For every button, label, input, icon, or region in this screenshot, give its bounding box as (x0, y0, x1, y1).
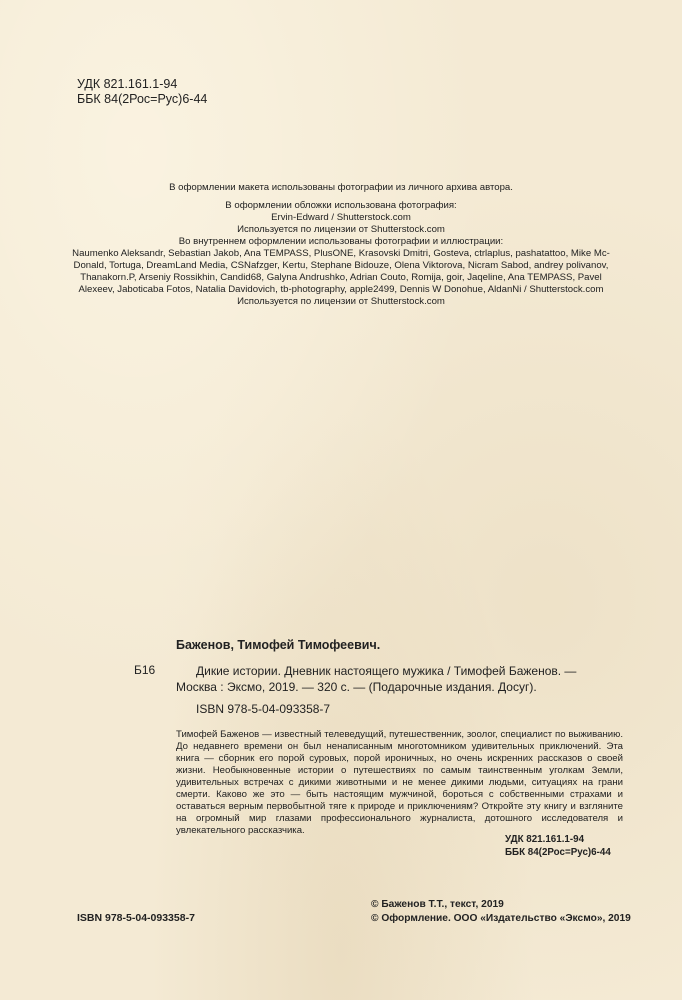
copyright-design: © Оформление. ООО «Издательство «Эксмо», 2019 (371, 913, 631, 924)
catalog-entry-line: Дикие истории. Дневник настоящего мужика / Тимофей Баженов. — (196, 664, 577, 678)
udk-code: УДК 821.161.1-94 (505, 834, 585, 845)
bbk-code: ББК 84(2Рос=Рус)6-44 (505, 847, 611, 858)
udk-code: УДК 821.161.1-94 (77, 77, 178, 91)
credits-cover-license: Используется по лицензии от Shutterstock.com (237, 224, 445, 235)
isbn-footer: ISBN 978-5-04-093358-7 (77, 912, 195, 924)
catalog-entry (176, 663, 621, 695)
bbk-code: ББК 84(2Рос=Рус)6-44 (77, 92, 208, 106)
copyright-text: © Баженов Т.Т., текст, 2019 (371, 899, 504, 910)
catalog-isbn: ISBN 978-5-04-093358-7 (196, 702, 331, 716)
top-classification (77, 77, 207, 107)
credits-cover-heading: В оформлении обложки использована фотография: (225, 200, 457, 211)
book-annotation: Тимофей Баженов — известный телеведущий, путешественник, зоолог, специалист по выживанию. До недавнего времени он был ненаписанным многотомником удивительных приключений. Эта книга — сборник его порой суровых, порой ироничных, но очень искренних рассказов о своей жизни. Необыкновенные истории о путешествиях по самым таинственным уголкам Земли, удивительных встречах с дикими животными и не менее дикими людьми, ситуациях на грани смерти. Каково же это — быть настоящим мужчиной, бороться с собственными страхами и оставаться верным первобытной тяге к природе и приключениям? Откройте эту книгу и взгляните на огромный мир глазами профессионального журналиста, дотошного исследователя и увлекательного рассказчика. (176, 729, 623, 836)
credits-inner-heading: Во внутреннем оформлении использованы фотографии и иллюстрации: (178, 236, 504, 247)
credits-inner-license: Используется по лицензии от Shutterstock.com (237, 296, 445, 307)
credits-inner-names: Donald, Tortuga, DreamLand Media, CSNafzger, Kertu, Stephane Bidouze, Olena Viktorova, Nicram Sabod, andrey polivanov, (73, 260, 609, 271)
credits-inner-names: Alexeev, Jaboticaba Fotos, Natalia Davidovich, tb-photography, apple2499, Dennis W Donohue, AldanNi / Shutterstock.com (78, 284, 604, 295)
credits-inner-names: Thanakorn.P, Arseniy Rossikhin, Candid68, Galyna Andrushko, Adrian Couto, Romija, goir, Jaqeline, Ana TEMPASS, Pavel (80, 272, 602, 283)
catalog-author: Баженов, Тимофей Тимофеевич. (176, 638, 381, 652)
catalog-entry-line: Москва : Эксмо, 2019. — 320 с. — (Подарочные издания. Досуг). (176, 680, 537, 694)
credits-cover-source: Ervin-Edward / Shutterstock.com (271, 212, 411, 223)
photo-credits (70, 182, 612, 308)
bottom-classification (505, 833, 611, 859)
catalog-code: Б16 (134, 663, 156, 677)
credits-layout-line: В оформлении макета использованы фотографии из личного архива автора. (169, 182, 513, 193)
credits-inner-names: Naumenko Aleksandr, Sebastian Jakob, Ana TEMPASS, PlusONE, Krasovski Dmitri, Gosteva, ctrlaplus, pashatattoo, Mike Mc- (72, 248, 610, 259)
copyright-block (371, 898, 631, 926)
